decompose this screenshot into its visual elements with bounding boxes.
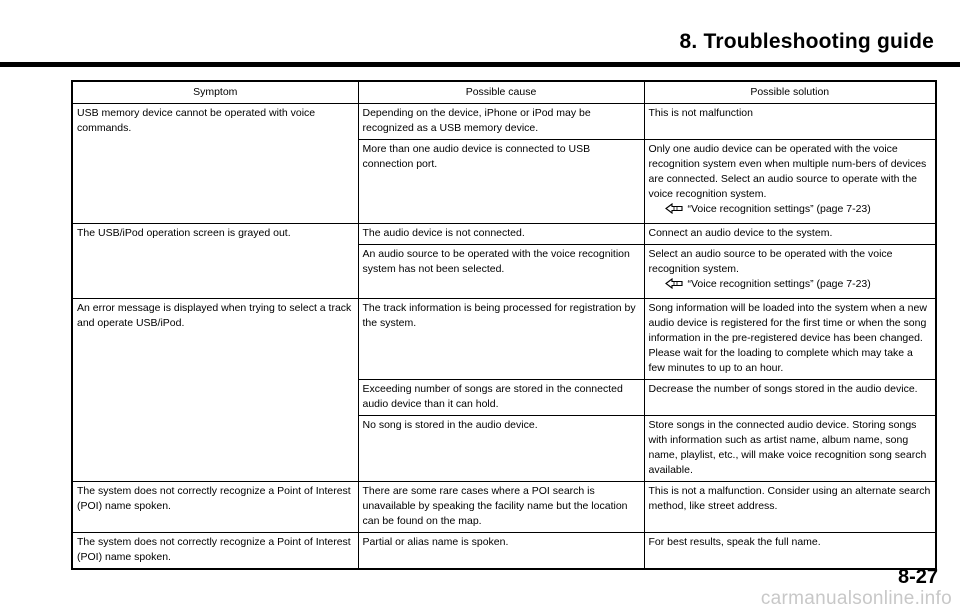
column-header-solution: Possible solution — [644, 81, 936, 104]
page-reference — [649, 277, 932, 295]
table-row — [72, 104, 936, 140]
solution-text: Select an audio source to be operated with the voice recognition system. — [648, 248, 893, 275]
watermark: carmanualsonline.info — [760, 588, 952, 609]
solution-cell — [644, 245, 936, 299]
cause-cell: More than one audio device is connected to USB connection port. — [358, 140, 644, 224]
cause-cell: Depending on the device, iPhone or iPod may be recognized as a USB memory device. — [358, 104, 644, 140]
table-header-row — [72, 81, 936, 104]
solution-text: Only one audio device can be operated with the voice recognition system even when multiple num-bers of devices are connected. Select an audio source to operate with the voice recognition system. — [648, 143, 927, 200]
reference-arrow-icon — [665, 202, 685, 220]
page-title: 8. Troubleshooting guide — [679, 30, 934, 53]
column-header-cause: Possible cause — [358, 81, 644, 104]
reference-text: “Voice recognition settings” (page 7-23) — [687, 278, 871, 290]
table-row — [72, 482, 936, 533]
table-row — [72, 224, 936, 245]
cause-cell: The audio device is not connected. — [358, 224, 644, 245]
column-header-symptom: Symptom — [72, 81, 358, 104]
solution-cell: Decrease the number of songs stored in the audio device. — [644, 380, 936, 416]
cause-cell: An audio source to be operated with the voice recognition system has not been selected. — [358, 245, 644, 299]
page-reference — [649, 202, 932, 220]
troubleshooting-table — [71, 80, 937, 570]
cause-cell: There are some rare cases where a POI search is unavailable by speaking the facility name but the location can be found on the map. — [358, 482, 644, 533]
solution-cell: This is not malfunction — [644, 104, 936, 140]
cause-cell: The track information is being processed for registration by the system. — [358, 299, 644, 380]
solution-cell: Connect an audio device to the system. — [644, 224, 936, 245]
solution-cell: For best results, speak the full name. — [644, 533, 936, 570]
table-row — [72, 533, 936, 570]
symptom-cell: The USB/iPod operation screen is grayed out. — [72, 224, 358, 299]
reference-arrow-icon — [665, 277, 685, 295]
troubleshooting-table-container — [71, 80, 935, 570]
symptom-cell: The system does not correctly recognize a Point of Interest (POI) name spoken. — [72, 533, 358, 570]
table-row — [72, 299, 936, 380]
cause-cell: Partial or alias name is spoken. — [358, 533, 644, 570]
header-rule — [0, 62, 960, 67]
page-number: 8-27 — [897, 566, 938, 588]
solution-cell — [644, 140, 936, 224]
solution-cell: Store songs in the connected audio device. Storing songs with information such as artist name, album name, song name, playlist, etc., will make voice recognition song search available. — [644, 416, 936, 482]
symptom-cell: The system does not correctly recognize a Point of Interest (POI) name spoken. — [72, 482, 358, 533]
solution-cell: This is not a malfunction. Consider using an alternate search method, like street address. — [644, 482, 936, 533]
solution-cell: Song information will be loaded into the system when a new audio device is registered for the first time or when the song information in the pre-registered device has been changed. Please wait for the loading to complete which may take a few minutes to up to an hour. — [644, 299, 936, 380]
reference-text: “Voice recognition settings” (page 7-23) — [687, 203, 871, 215]
cause-cell: No song is stored in the audio device. — [358, 416, 644, 482]
symptom-cell: An error message is displayed when trying to select a track and operate USB/iPod. — [72, 299, 358, 482]
cause-cell: Exceeding number of songs are stored in the connected audio device than it can hold. — [358, 380, 644, 416]
symptom-cell: USB memory device cannot be operated with voice commands. — [72, 104, 358, 224]
